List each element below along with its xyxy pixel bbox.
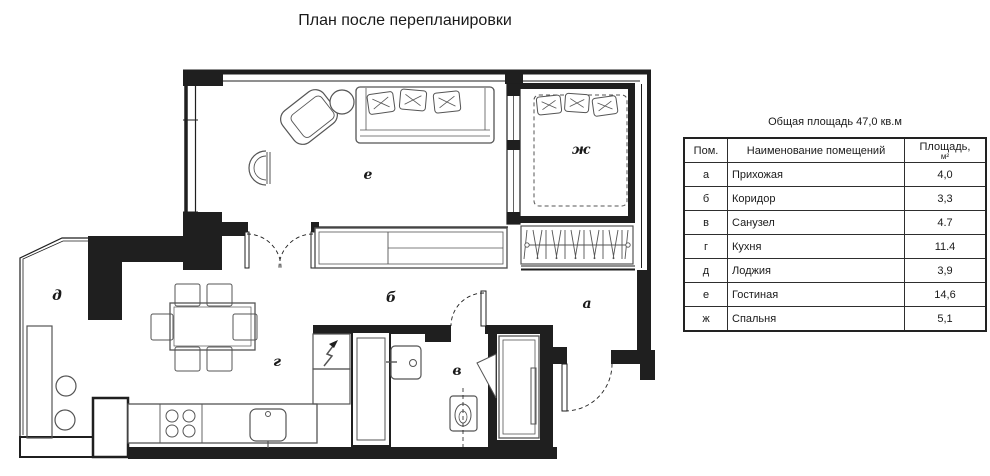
label-living-room: е [363,167,373,183]
entrance-door [562,364,612,411]
area-table-section [683,116,987,332]
half-round-chair [249,151,270,185]
label-bedroom: ж [571,142,591,158]
dining-chairs [151,284,257,371]
sofa [356,87,494,143]
col-header-area: Площадь, м² [905,138,987,163]
page-title: План после перепланировки [298,12,512,29]
table-row: б Коридор 3,3 [684,187,986,211]
table-row: в Санузел 4.7 [684,211,986,235]
coat-rack [521,226,635,270]
label-corridor: б [385,290,397,306]
washbasin [386,346,421,379]
electrical-cabinet [313,334,350,404]
table-row: г Кухня 11.4 [684,235,986,259]
label-loggia: д [52,288,62,304]
bed-pillows [536,93,618,116]
table-row: д Лоджия 3,9 [684,259,986,283]
label-bathroom: в [452,363,462,379]
table-header-row [684,138,986,163]
french-door [245,232,315,268]
area-table [683,137,987,332]
side-table [330,90,354,114]
table-row: е Гостиная 14,6 [684,283,986,307]
hall-wardrobe [499,336,539,438]
corridor-cabinet [315,228,507,268]
dining-table [170,303,255,350]
fridge [352,332,390,446]
dining-set [151,284,257,371]
bathroom-door-leaf [477,354,496,398]
col-header-room-id: Пом. [684,138,728,163]
table-caption: Общая площадь 47,0 кв.м [768,116,902,128]
toilet [450,388,477,450]
kitchen-counter [128,404,317,448]
table-row: а Прихожая 4,0 [684,163,986,187]
label-kitchen: г [273,354,281,370]
bathroom-door [451,291,486,326]
loggia-bench [27,326,76,438]
table-row: ж Спальня 5,1 [684,307,986,332]
col-header-room-name: Наименование помещений [728,138,905,163]
label-hallway: а [582,296,592,312]
